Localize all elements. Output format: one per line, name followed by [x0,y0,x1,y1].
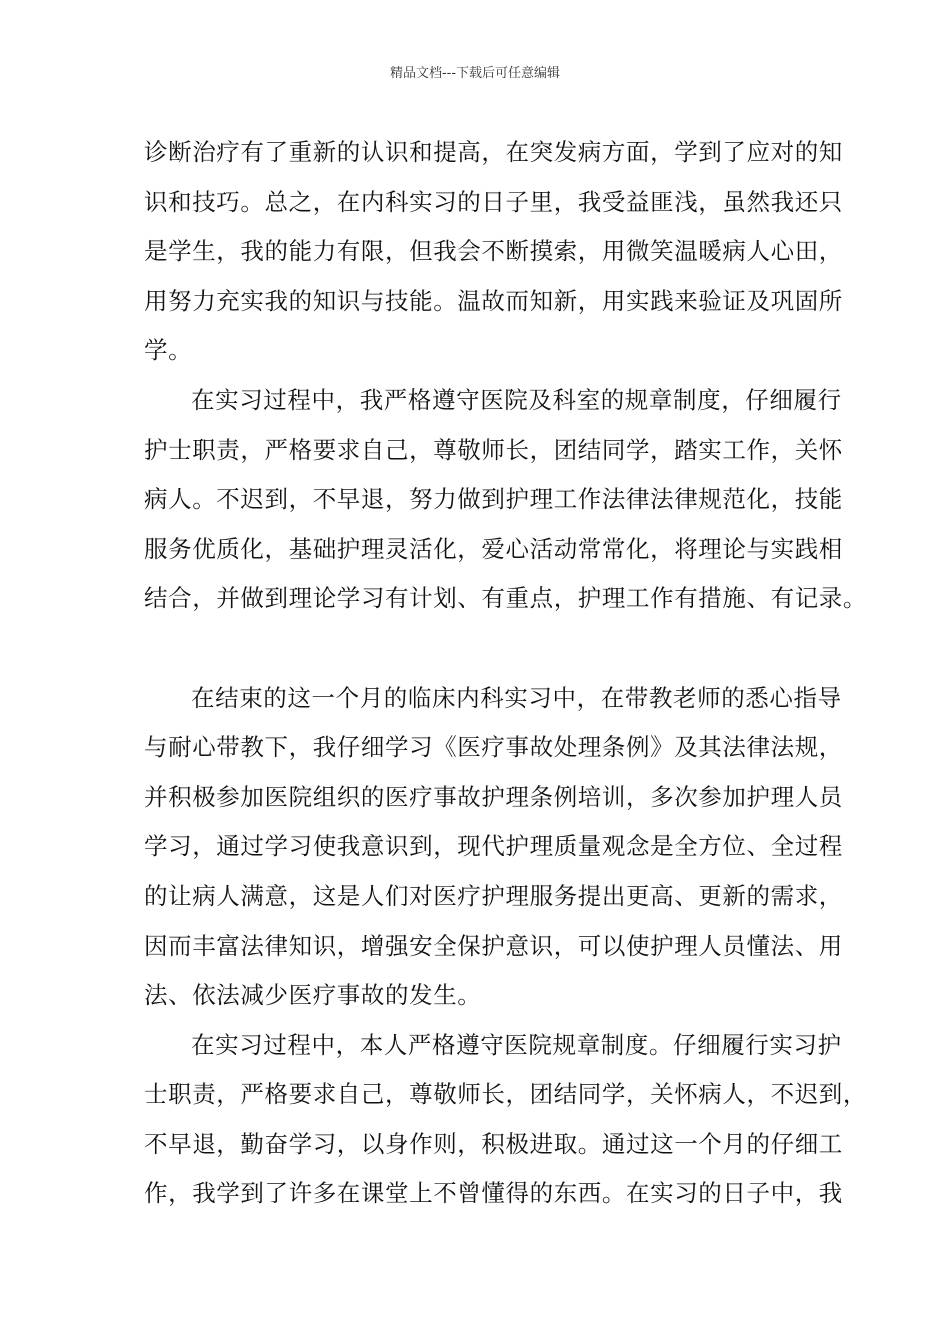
text-line: 在实习过程中，我严格遵守医院及科室的规章制度，仔细履行 [191,385,842,414]
text-line: 结合，并做到理论学习有计划、有重点，护理工作有措施、有记录。 [144,584,867,613]
text-line: 服务优质化，基础护理灵活化，爱心活动常常化，将理论与实践相 [144,534,843,563]
text-line: 士职责，严格要求自己，尊敬师长，团结同学，关怀病人，不迟到， [144,1080,867,1109]
paragraph-spacer [144,624,820,674]
text-line: 是学生，我的能力有限，但我会不断摸索，用微笑温暖病人心田， [144,237,843,266]
text-line: 因而丰富法律知识，增强安全保护意识，可以使护理人员懂法、用 [144,931,843,960]
text-line: 不早退，勤奋学习，以身作则，积极进取。通过这一个月的仔细工 [144,1129,843,1158]
text-line: 在结束的这一个月的临床内科实习中，在带教老师的悉心指导 [191,683,842,712]
text-line: 学。 [144,336,193,365]
text-line: 识和技巧。总之，在内科实习的日子里，我受益匪浅，虽然我还只 [144,187,843,216]
paragraph-2 [144,376,867,624]
paragraph-1 [144,128,843,376]
text-line: 在实习过程中，本人严格遵守医院规章制度。仔细履行实习护 [191,1030,842,1059]
page-header: 精品文档---下载后可任意编辑 [389,66,561,81]
text-line: 与耐心带教下，我仔细学习《医疗事故处理条例》及其法律法规， [144,733,843,762]
text-line: 用努力充实我的知识与技能。温故而知新，用实践来验证及巩固所 [144,286,843,315]
text-line: 并积极参加医院组织的医疗事故护理条例培训，多次参加护理人员 [144,782,843,811]
paragraph-3 [144,674,843,1021]
text-line: 诊断治疗有了重新的认识和提高，在突发病方面，学到了应对的知 [144,138,843,166]
text-line: 学习，通过学习使我意识到，现代护理质量观念是全方位、全过程 [144,832,843,861]
document-body [144,128,867,1219]
text-line: 病人。不迟到，不早退，努力做到护理工作法律法律规范化，技能 [144,485,843,514]
text-line: 护士职责，严格要求自己，尊敬师长，团结同学，踏实工作，关怀 [144,435,843,464]
paragraph-4 [144,1021,867,1219]
text-line: 法、依法减少医疗事故的发生。 [144,981,482,1010]
text-line: 的让病人满意，这是人们对医疗护理服务提出更高、更新的需求， [144,881,843,910]
text-line: 作，我学到了许多在课堂上不曾懂得的东西。在实习的日子中，我 [144,1179,843,1208]
